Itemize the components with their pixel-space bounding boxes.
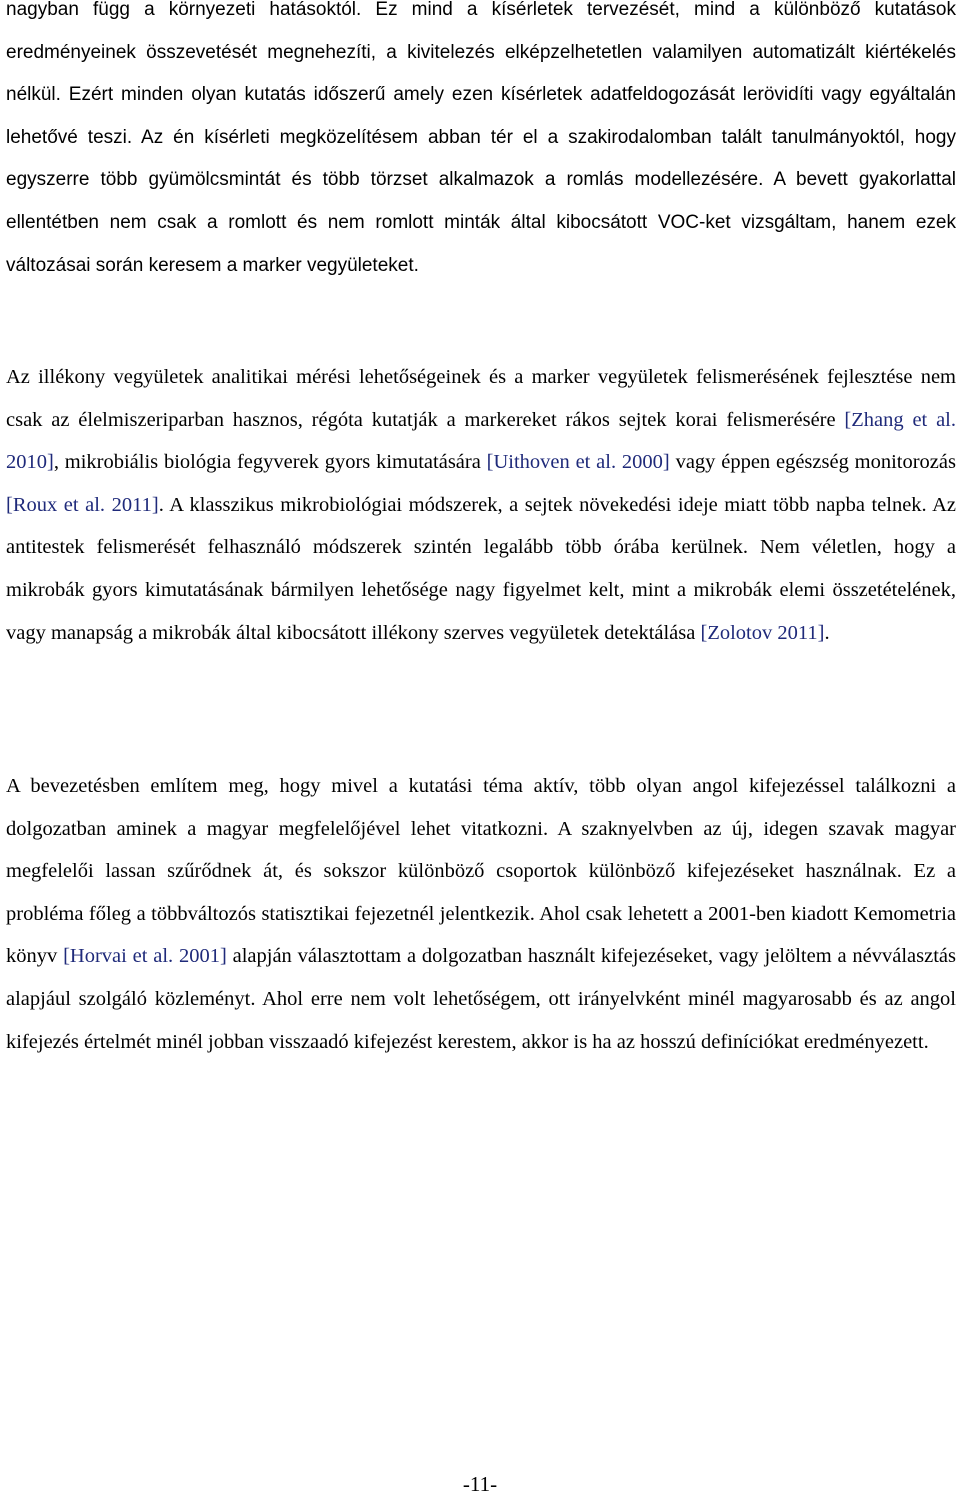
citation-zolotov-2011: [Zolotov 2011] [700, 621, 825, 644]
paragraph-3 [6, 765, 956, 1063]
paragraph-2-text-4: . A klasszikus mikrobiológiai módszerek, a sejtek növekedési ideje miatt több napba telnek. Az antitestek felismerését felhasználó módszerek szintén legalább több órába kerülnek. Nem véletlen, hogy a mikrobák gyors kimutatásának bármilyen lehetősége nagy figyelmet kelt, mint a mikrobák elemi összetételének, vagy manapság a mikrobák által kibocsátott illékony szerves vegyületek detektálása [6, 493, 957, 644]
page-number: -11- [462, 1472, 498, 1496]
citation-roux-2011: [Roux et al. 2011] [6, 493, 159, 516]
paragraph-2-text-1: Az illékony vegyületek analitikai mérési lehetőségeinek és a marker vegyületek felismerésének fejlesztése nem csak az élelmiszeriparban hasznos, régóta kutatják a markereket rákos sejtek korai felismerésére [6, 366, 956, 431]
paragraph-1-text: nagyban függ a környezeti hatásoktól. Ez mind a kísérletek tervezését, mind a különböző kutatások eredményeinek összevetését megnehezíti, a kivitelezés elképzelhetetlen valamilyen automatizált kiértékelés nélkül. Ezért minden olyan kutatás időszerű amely ezen kísérletek adatfeldogozását lerövidíti vagy egyáltalán lehetővé teszi. Az én kísérleti megközelítésem abban tér el a szakirodalomban talált tanulmányoktól, hogy egyszerre több gyümölcsmintát és több törzset alkalmazok a romlás modellezésére. A bevett gyakorlattal ellentétben nem csak a romlott és nem romlott minták által kibocsátott VOC-ket vizsgáltam, hanem ezek változásai során keresem a marker vegyületeket. [6, 0, 956, 276]
paragraph-1 [6, 0, 956, 287]
paragraph-2-text-3: vagy éppen egészség monitorozás [669, 451, 956, 474]
citation-horvai-2001: [Horvai et al. 2001] [63, 945, 227, 968]
citation-zhang-2010: [Zhang et al. 2010] [6, 408, 956, 474]
paragraph-2-text-2: , mikrobiális biológia fegyverek gyors kimutatására [53, 451, 487, 474]
paragraph-3-text-2: alapján választottam a dolgozatban használt kifejezéseket, vagy jelöltem a névválasztás alapjául szolgáló közleményt. Ahol erre nem volt lehetőségem, ott irányelvként minél magyarosabb és az angol kifejezés értelmét minél jobban visszaadó kifejezést kerestem, akkor is ha az hosszú definíciókat eredményezett. [6, 945, 956, 1053]
paragraph-2-text-5: . [824, 621, 830, 644]
paragraph-2 [6, 356, 956, 654]
paragraph-3-text-1: A bevezetésben említem meg, hogy mivel a kutatási téma aktív, több olyan angol kifejezéssel találkozni a dolgozatban aminek a magyar megfelelőjével lehet vitatkozni. A szaknyelvben az új, idegen szavak magyar megfelelői lassan szűrődnek át, és sokszor különböző csoportok különböző kifejezéseket használnak. Ez a probléma főleg a többváltozós statisztikai fejezetnél jelentkezik. Ahol csak lehetett a 2001-ben kiadott Kemometria könyv [6, 775, 956, 968]
citation-uithoven-2000: [Uithoven et al. 2000] [486, 451, 670, 474]
